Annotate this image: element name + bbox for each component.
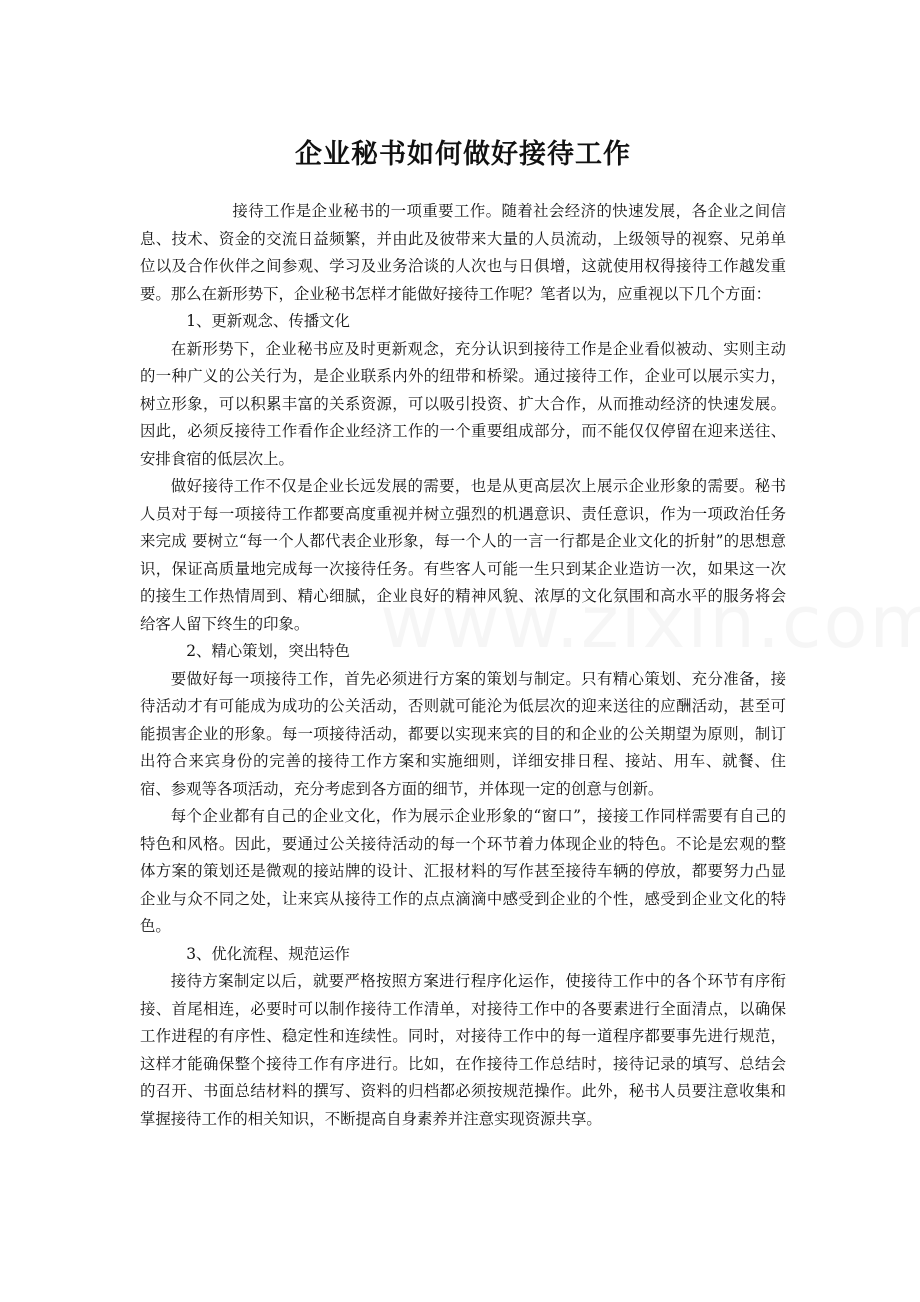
section-heading-3: 3、优化流程、规范运作: [186, 944, 350, 963]
body-paragraph: 要做好每一项接待工作，首先必须进行方案的策划与制定。只有精心策划、充分准备，接待活动才有可能成为成功的公关活动，否则就可能沦为低层次的迎来送往的应酬活动，甚至可能损害企业的形象。每一项接待活动，都要以实现来宾的目的和企业的公关期望为原则，制订出符合来宾身份的完善的接待工作方案和实施细则，详细安排日程、接站、用车、就餐、住宿、参观等各项活动，充分考虑到各方面的细节，并体现一定的创意与创新。: [140, 669, 786, 798]
document-body: [140, 198, 786, 1133]
section-heading-2: 2、精心策划，突出特色: [186, 642, 350, 660]
intro-paragraph: 接待工作是企业秘书的一项重要工作。随着社会经济的快速发展，各企业之间信息、技术、资金的交流日益频繁，并由此及彼带来大量的人员流动，上级领导的视察、兄弟单位以及合作伙伴之间参观、学习及业务洽谈的人次也与日俱增，这就使用权得接待工作越发重要。那么在新形势下，企业秘书怎样才能做好接待工作呢？笔者以为，应重视以下几个方面：: [140, 202, 786, 303]
body-paragraph: 接待方案制定以后，就要严格按照方案进行程序化运作，使接待工作中的各个环节有序衔接、首尾相连，必要时可以制作接待工作清单，对接待工作中的各要素进行全面清点，以确保工作进程的有序性、稳定性和连续性。同时，对接待工作中的每一道程序都要事先进行规范，这样才能确保整个接待工作有序进行。比如，在作接待工作总结时，接待记录的填写、总结会的召开、书面总结材料的撰写、资料的归档都必须按规范操作。此外，秘书人员要注意收集和掌握接待工作的相关知识，不断提高自身素养并注意实现资源共享。: [140, 972, 786, 1128]
body-paragraph: 在新形势下，企业秘书应及时更新观念，充分认识到接待工作是企业看似被动、实则主动的一种广义的公关行为，是企业联系内外的纽带和桥梁。通过接待工作，企业可以展示实力，树立形象，可以积累丰富的关系资源，可以吸引投资、扩大合作，从而推动经济的快速发展。因此，必须反接待工作看作企业经济工作的一个重要组成部分，而不能仅仅停留在迎来送往、安排食宿的低层次上。: [140, 339, 786, 468]
document-title: 企业秘书如何做好接待工作: [295, 139, 631, 170]
section-heading-1: 1、更新观念、传播文化: [186, 312, 350, 330]
body-paragraph: 做好接待工作不仅是企业长远发展的需要，也是从更高层次上展示企业形象的需要。秘书人员对于每一项接待工作都要高度重视并树立强烈的机遇意识、责任意识，作为一项政治任务来完成 要树立“每一个人都代表企业形象，每一个人的一言一行都是企业文化的折射”的思想意识，保证高质量地完成每一次接待任务。有些客人可能一生只到某企业造访一次，如果这一次的接生工作热情周到、精心细腻，企业良好的精神风貌、浓厚的文化氛围和高水平的服务将会给客人留下终生的印象。: [140, 477, 786, 633]
document-page: [140, 0, 786, 1302]
body-paragraph: 每个企业都有自己的企业文化，作为展示企业形象的“窗口”，接接工作同样需要有自己的特色和风格。因此，要通过公关接待活动的每一个环节着力体现企业的特色。不论是宏观的整体方案的策划还是微观的接站牌的设计、汇报材料的写作甚至接待车辆的停放，都要努力凸显企业与众不同之处，让来宾从接待工作的点点滴滴中感受到企业的个性，感受到企业文化的特色。: [140, 807, 786, 935]
